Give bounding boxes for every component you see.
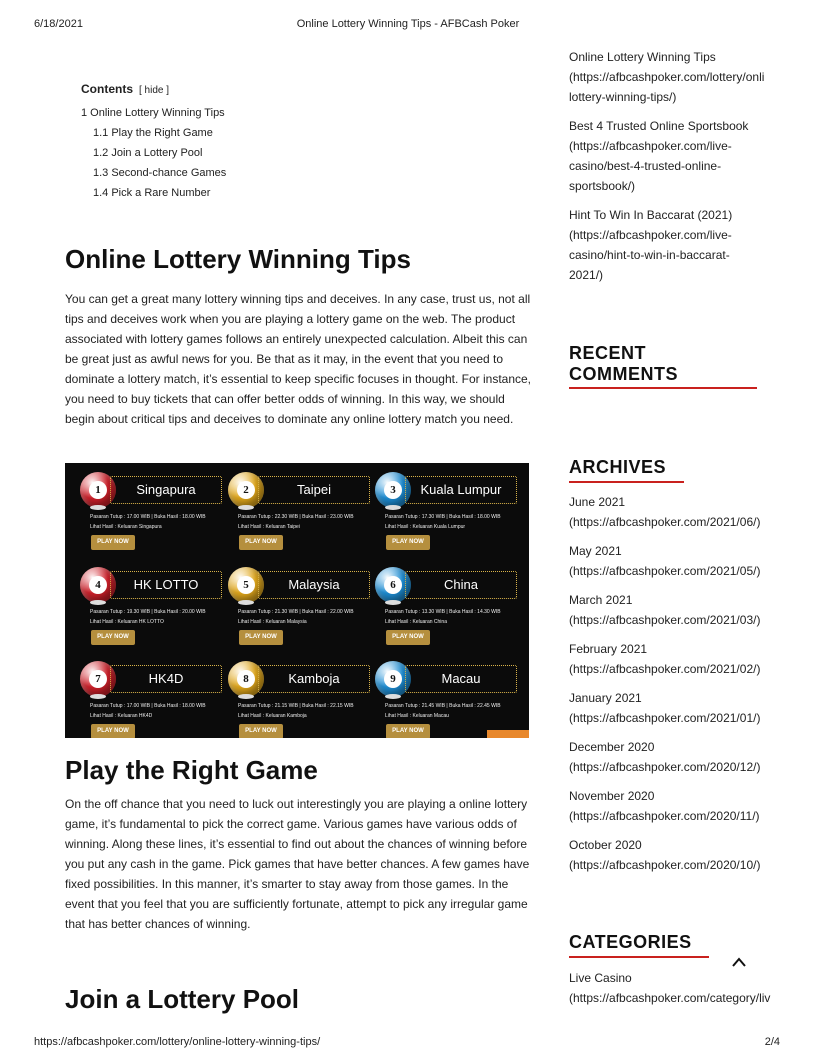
ball-stand: [90, 505, 106, 510]
ball-stand: [385, 505, 401, 510]
toc-heading: Contents: [81, 82, 133, 96]
archive-url: (https://afbcashpoker.com/2020/11/): [569, 809, 760, 823]
heading-underline: [569, 481, 684, 483]
archive-link[interactable]: [569, 786, 760, 826]
toc-item-play-the-right-game[interactable]: 1.1 Play the Right Game: [93, 127, 213, 139]
market-results-link: Lihat Hasil : Keluaran China: [385, 619, 447, 625]
lottery-market-tile: [228, 563, 375, 651]
ball-stand: [238, 505, 254, 510]
market-name: Malaysia: [258, 571, 370, 599]
market-name: HK LOTTO: [110, 571, 222, 599]
recent-post-title: Best 4 Trusted Online Sportsbook: [569, 119, 749, 133]
print-url: https://afbcashpoker.com/lottery/online-lottery-winning-tips/: [34, 1036, 321, 1048]
lottery-market-tile: [80, 563, 227, 651]
recent-comments-heading: [569, 343, 678, 385]
archive-url: (https://afbcashpoker.com/2021/03/): [569, 613, 761, 627]
ball-number: 3: [384, 481, 402, 499]
recent-post-link[interactable]: [569, 47, 779, 107]
archive-link[interactable]: [569, 590, 760, 630]
archive-month: June 2021: [569, 495, 626, 509]
market-schedule: Pasaran Tutup : 17.00 WIB | Buka Hasil : 18.00 WIB: [90, 703, 206, 709]
play-now-button: PLAY NOW: [91, 535, 135, 550]
heading-underline: [569, 387, 757, 389]
ball-stand: [238, 600, 254, 605]
ball-number: 4: [89, 576, 107, 594]
market-results-link: Lihat Hasil : Keluaran Kamboja: [238, 713, 307, 719]
archive-month: November 2020: [569, 789, 655, 803]
ball-stand: [385, 694, 401, 699]
recent-post-url: casino/best-4-trusted-online-: [569, 159, 722, 173]
market-schedule: Pasaran Tutup : 19.30 WIB | Buka Hasil : 20.00 WIB: [90, 609, 206, 615]
archive-link[interactable]: [569, 639, 760, 679]
lottery-markets-image: [65, 463, 529, 738]
recent-post-url: lottery-winning-tips/): [569, 90, 677, 104]
archive-link[interactable]: [569, 835, 760, 875]
market-schedule: Pasaran Tutup : 17.30 WIB | Buka Hasil : 18.00 WIB: [385, 514, 501, 520]
market-name: Kuala Lumpur: [405, 476, 517, 504]
archive-url: (https://afbcashpoker.com/2021/06/): [569, 515, 761, 529]
archive-url: (https://afbcashpoker.com/2020/10/): [569, 858, 761, 872]
recent-comments-heading-line: RECENT: [569, 343, 647, 363]
market-results-link: Lihat Hasil : Keluaran Taipei: [238, 524, 300, 530]
archive-link[interactable]: [569, 737, 760, 777]
category-name: Live Casino: [569, 971, 632, 985]
market-name: Kamboja: [258, 665, 370, 693]
market-schedule: Pasaran Tutup : 22.30 WIB | Buka Hasil : 23.00 WIB: [238, 514, 354, 520]
heading-online-lottery-winning-tips: Online Lottery Winning Tips: [65, 244, 411, 274]
toc-item-join-a-lottery-pool[interactable]: 1.2 Join a Lottery Pool: [93, 147, 203, 159]
play-now-button: PLAY NOW: [386, 535, 430, 550]
toc-header: [81, 82, 169, 96]
archive-url: (https://afbcashpoker.com/2021/02/): [569, 662, 761, 676]
paragraph-play-the-right-game: On the off chance that you need to luck out interestingly you are playing a online lottery game, it’s fundamental to pick the correct game. Various games have various odds of winning. Along these lines, it’s essential to find out about the chances of winning before you put any cash in the game. Pick games that have better chances. A few games have fixed possibilities. In this manner, it’s smarter to stay away from those games. In the event that you feel that you are sufficiently fortunate, attempt to pick any irregular game that has better chances of winning.: [65, 797, 530, 931]
archive-url: (https://afbcashpoker.com/2020/12/): [569, 760, 761, 774]
lottery-market-tile: [80, 657, 227, 738]
categories-heading: CATEGORIES: [569, 932, 692, 952]
market-schedule: Pasaran Tutup : 17.00 WIB | Buka Hasil : 18.00 WIB: [90, 514, 206, 520]
market-schedule: Pasaran Tutup : 21.15 WIB | Buka Hasil : 22.15 WIB: [238, 703, 354, 709]
recent-post-url: 2021/): [569, 268, 604, 282]
paragraph-intro: You can get a great many lottery winning tips and deceives. In any case, trust us, not all tips and deceives work when you are playing a lottery game on the web. The product associated with lottery games follows an entirely unexpected calculation. Albeit this can be great just as awful news for you. Be that as it may, in the event that you need to dominate a lottery match, it’s essential to keep specific focuses in thought. For instance, you need to buy tickets that can offer better odds of winning. In this way, we should begin about critical tips and deceives to dominate any online lottery match you need.: [65, 292, 532, 426]
ball-stand: [385, 600, 401, 605]
play-now-button: PLAY NOW: [386, 724, 430, 738]
market-results-link: Lihat Hasil : Keluaran Singapura: [90, 524, 162, 530]
ball-number: 8: [237, 670, 255, 688]
ball-stand: [90, 694, 106, 699]
archives-heading: ARCHIVES: [569, 457, 667, 477]
chevron-up-icon[interactable]: [731, 955, 747, 969]
ball-number: 1: [89, 481, 107, 499]
ball-number: 2: [237, 481, 255, 499]
market-results-link: Lihat Hasil : Keluaran HK LOTTO: [90, 619, 164, 625]
market-name: China: [405, 571, 517, 599]
market-schedule: Pasaran Tutup : 13.30 WIB | Buka Hasil : 14.30 WIB: [385, 609, 501, 615]
recent-post-title: Hint To Win In Baccarat (2021): [569, 208, 733, 222]
print-title: Online Lottery Winning Tips - AFBCash Poker: [296, 18, 520, 30]
archive-month: March 2021: [569, 593, 633, 607]
archive-url: (https://afbcashpoker.com/2021/05/): [569, 564, 761, 578]
market-schedule: Pasaran Tutup : 21.45 WIB | Buka Hasil : 22.45 WIB: [385, 703, 501, 709]
market-name: HK4D: [110, 665, 222, 693]
lottery-market-tile: [375, 468, 522, 556]
market-name: Taipei: [258, 476, 370, 504]
category-url: (https://afbcashpoker.com/category/liv: [569, 991, 771, 1005]
play-now-button: PLAY NOW: [386, 630, 430, 645]
archive-link[interactable]: [569, 688, 760, 728]
ball-stand: [90, 600, 106, 605]
ball-stand: [238, 694, 254, 699]
archive-month: October 2020: [569, 838, 642, 852]
archive-month: January 2021: [569, 691, 642, 705]
recent-post-url: (https://afbcashpoker.com/lottery/onli: [569, 70, 765, 84]
recent-post-url: casino/hint-to-win-in-baccarat-: [569, 248, 730, 262]
archive-link[interactable]: [569, 541, 760, 581]
print-date: 6/18/2021: [34, 18, 83, 30]
market-name: Macau: [405, 665, 517, 693]
ball-number: 6: [384, 576, 402, 594]
play-now-button: PLAY NOW: [91, 630, 135, 645]
archive-url: (https://afbcashpoker.com/2021/01/): [569, 711, 761, 725]
recent-post-url: (https://afbcashpoker.com/live-: [569, 228, 732, 242]
archive-month: December 2020: [569, 740, 655, 754]
lottery-market-tile: [228, 468, 375, 556]
recent-comments-heading-line: COMMENTS: [569, 364, 678, 384]
ball-number: 7: [89, 670, 107, 688]
market-results-link: Lihat Hasil : Keluaran Kuala Lumpur: [385, 524, 466, 530]
play-now-button: PLAY NOW: [239, 630, 283, 645]
archive-month: February 2021: [569, 642, 648, 656]
market-results-link: Lihat Hasil : Keluaran Malaysia: [238, 619, 307, 625]
recent-post-link[interactable]: [569, 116, 779, 196]
play-now-button: PLAY NOW: [91, 724, 135, 738]
market-results-link: Lihat Hasil : Keluaran Macau: [385, 713, 449, 719]
market-schedule: Pasaran Tutup : 21.30 WIB | Buka Hasil : 22.00 WIB: [238, 609, 354, 615]
heading-join-a-lottery-pool: Join a Lottery Pool: [65, 984, 300, 1014]
heading-underline: [569, 956, 709, 958]
toc-item-second-chance-games[interactable]: 1.3 Second-chance Games: [93, 167, 227, 179]
market-name: Singapura: [110, 476, 222, 504]
toc-item-pick-a-rare-number[interactable]: 1.4 Pick a Rare Number: [93, 187, 211, 199]
category-link[interactable]: [569, 968, 779, 1008]
recent-post-title: Online Lottery Winning Tips: [569, 50, 716, 64]
play-now-button: PLAY NOW: [239, 535, 283, 550]
image-corner-badge: [487, 730, 529, 738]
archive-link[interactable]: [569, 492, 760, 532]
archive-month: May 2021: [569, 544, 622, 558]
print-header: [0, 12, 816, 32]
recent-post-url: (https://afbcashpoker.com/live-: [569, 139, 732, 153]
market-results-link: Lihat Hasil : Keluaran HK4D: [90, 713, 153, 719]
ball-number: 5: [237, 576, 255, 594]
play-now-button: PLAY NOW: [239, 724, 283, 738]
lottery-market-tile: [375, 657, 522, 738]
toc-item-online-lottery-winning-tips[interactable]: 1 Online Lottery Winning Tips: [81, 107, 225, 119]
toc-hide-link[interactable]: [ hide ]: [139, 85, 170, 96]
recent-post-url: sportsbook/): [569, 179, 636, 193]
page-number: 2/4: [764, 1036, 780, 1048]
lottery-market-tile: [375, 563, 522, 651]
ball-number: 9: [384, 670, 402, 688]
lottery-market-tile: [228, 657, 375, 738]
lottery-market-tile: [80, 468, 227, 556]
recent-post-link[interactable]: [569, 205, 779, 285]
heading-play-the-right-game: Play the Right Game: [65, 755, 318, 785]
